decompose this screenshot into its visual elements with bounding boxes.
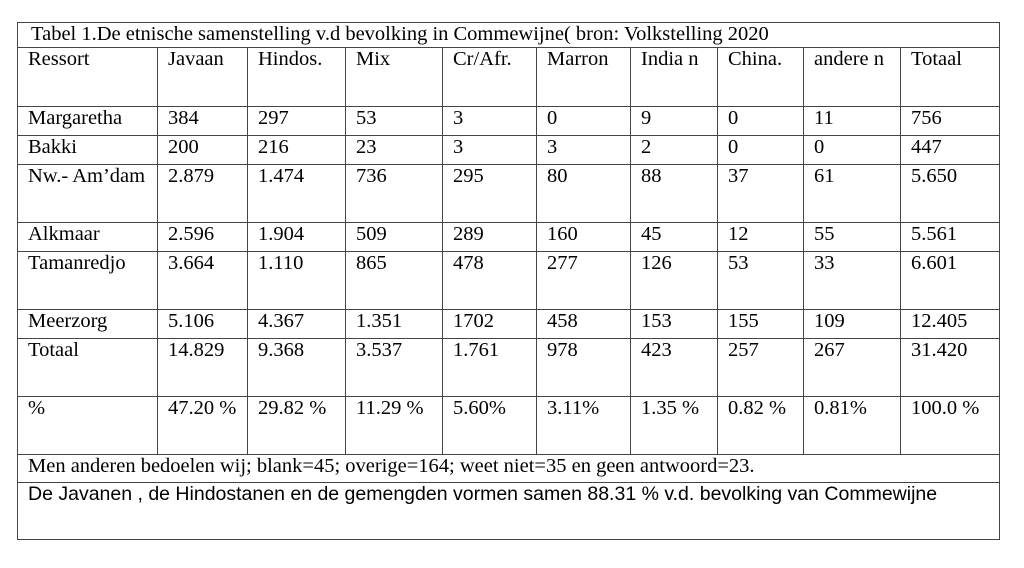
table-cell: 12.405 bbox=[901, 310, 1000, 339]
table-cell: 5.106 bbox=[158, 310, 248, 339]
table-cell: 423 bbox=[631, 339, 718, 397]
table-cell: 53 bbox=[346, 107, 443, 136]
table-cell: 0 bbox=[718, 136, 804, 165]
table-cell: 126 bbox=[631, 252, 718, 310]
table-cell: 736 bbox=[346, 165, 443, 223]
table-container bbox=[17, 22, 999, 540]
table-cell: 1.474 bbox=[248, 165, 346, 223]
table-cell: 61 bbox=[804, 165, 901, 223]
percent-row bbox=[18, 397, 1000, 455]
header-cell: Totaal bbox=[901, 48, 1000, 107]
row-label: Tamanredjo bbox=[18, 252, 158, 310]
table-cell: 257 bbox=[718, 339, 804, 397]
table-row bbox=[18, 223, 1000, 252]
table-cell: 2.879 bbox=[158, 165, 248, 223]
table-cell: 289 bbox=[443, 223, 537, 252]
table-cell: 297 bbox=[248, 107, 346, 136]
table-row bbox=[18, 310, 1000, 339]
table-cell: 384 bbox=[158, 107, 248, 136]
table-note: Men anderen bedoelen wij; blank=45; overige=164; weet niet=35 en geen antwoord=23. bbox=[18, 455, 1000, 483]
title-row bbox=[18, 23, 1000, 48]
header-cell: Mix bbox=[346, 48, 443, 107]
table-cell: 1.904 bbox=[248, 223, 346, 252]
table-cell: 80 bbox=[537, 165, 631, 223]
table-cell: 14.829 bbox=[158, 339, 248, 397]
table-cell: 3 bbox=[443, 136, 537, 165]
table-cell: 100.0 % bbox=[901, 397, 1000, 455]
table-cell: 9 bbox=[631, 107, 718, 136]
header-cell: Ressort bbox=[18, 48, 158, 107]
table-cell: 5.650 bbox=[901, 165, 1000, 223]
table-cell: 1.761 bbox=[443, 339, 537, 397]
table-cell: 11.29 % bbox=[346, 397, 443, 455]
table-cell: 2 bbox=[631, 136, 718, 165]
header-cell: andere n bbox=[804, 48, 901, 107]
row-label: Totaal bbox=[18, 339, 158, 397]
table-cell: 155 bbox=[718, 310, 804, 339]
header-cell: Marron bbox=[537, 48, 631, 107]
row-label: Bakki bbox=[18, 136, 158, 165]
table-cell: 0 bbox=[537, 107, 631, 136]
table-cell: 3 bbox=[537, 136, 631, 165]
table-row bbox=[18, 252, 1000, 310]
table-cell: 978 bbox=[537, 339, 631, 397]
table-cell: 3 bbox=[443, 107, 537, 136]
table-cell: 29.82 % bbox=[248, 397, 346, 455]
table-summary: De Javanen , de Hindostanen en de gemengden vormen samen 88.31 % v.d. bevolking van Commewijne bbox=[18, 483, 1000, 540]
header-cell: Hindos. bbox=[248, 48, 346, 107]
table-cell: 277 bbox=[537, 252, 631, 310]
row-label: Meerzorg bbox=[18, 310, 158, 339]
table-cell: 478 bbox=[443, 252, 537, 310]
summary-row bbox=[18, 483, 1000, 540]
table-cell: 0.81% bbox=[804, 397, 901, 455]
table-cell: 37 bbox=[718, 165, 804, 223]
table-cell: 1.110 bbox=[248, 252, 346, 310]
table-cell: 0 bbox=[804, 136, 901, 165]
table-cell: 5.60% bbox=[443, 397, 537, 455]
table-cell: 33 bbox=[804, 252, 901, 310]
table-cell: 3.537 bbox=[346, 339, 443, 397]
note-row bbox=[18, 455, 1000, 483]
row-label: Alkmaar bbox=[18, 223, 158, 252]
header-cell: China. bbox=[718, 48, 804, 107]
table-cell: 53 bbox=[718, 252, 804, 310]
table-cell: 447 bbox=[901, 136, 1000, 165]
table-row bbox=[18, 165, 1000, 223]
table-row bbox=[18, 136, 1000, 165]
table-cell: 756 bbox=[901, 107, 1000, 136]
table-cell: 88 bbox=[631, 165, 718, 223]
table-cell: 1702 bbox=[443, 310, 537, 339]
table-cell: 12 bbox=[718, 223, 804, 252]
table-cell: 23 bbox=[346, 136, 443, 165]
table-cell: 0.82 % bbox=[718, 397, 804, 455]
table-cell: 160 bbox=[537, 223, 631, 252]
totals-row bbox=[18, 339, 1000, 397]
table-row bbox=[18, 107, 1000, 136]
table-cell: 31.420 bbox=[901, 339, 1000, 397]
table-cell: 5.561 bbox=[901, 223, 1000, 252]
table-cell: 109 bbox=[804, 310, 901, 339]
table-cell: 6.601 bbox=[901, 252, 1000, 310]
table-cell: 45 bbox=[631, 223, 718, 252]
table-cell: 509 bbox=[346, 223, 443, 252]
table-cell: 3.664 bbox=[158, 252, 248, 310]
table-cell: 200 bbox=[158, 136, 248, 165]
table-cell: 458 bbox=[537, 310, 631, 339]
header-cell: Javaan bbox=[158, 48, 248, 107]
ethnic-composition-table bbox=[17, 22, 1000, 540]
table-cell: 3.11% bbox=[537, 397, 631, 455]
table-title: Tabel 1.De etnische samenstelling v.d bevolking in Commewijne( bron: Volkstelling 2020 bbox=[18, 23, 1000, 48]
row-label: % bbox=[18, 397, 158, 455]
table-cell: 1.351 bbox=[346, 310, 443, 339]
table-cell: 295 bbox=[443, 165, 537, 223]
table-cell: 267 bbox=[804, 339, 901, 397]
table-cell: 216 bbox=[248, 136, 346, 165]
table-cell: 11 bbox=[804, 107, 901, 136]
header-row bbox=[18, 48, 1000, 107]
table-cell: 47.20 % bbox=[158, 397, 248, 455]
row-label: Margaretha bbox=[18, 107, 158, 136]
table-cell: 153 bbox=[631, 310, 718, 339]
header-cell: India n bbox=[631, 48, 718, 107]
table-cell: 2.596 bbox=[158, 223, 248, 252]
table-cell: 9.368 bbox=[248, 339, 346, 397]
table-cell: 4.367 bbox=[248, 310, 346, 339]
table-cell: 1.35 % bbox=[631, 397, 718, 455]
row-label: Nw.- Am’dam bbox=[18, 165, 158, 223]
table-cell: 865 bbox=[346, 252, 443, 310]
table-cell: 0 bbox=[718, 107, 804, 136]
header-cell: Cr/Afr. bbox=[443, 48, 537, 107]
table-cell: 55 bbox=[804, 223, 901, 252]
